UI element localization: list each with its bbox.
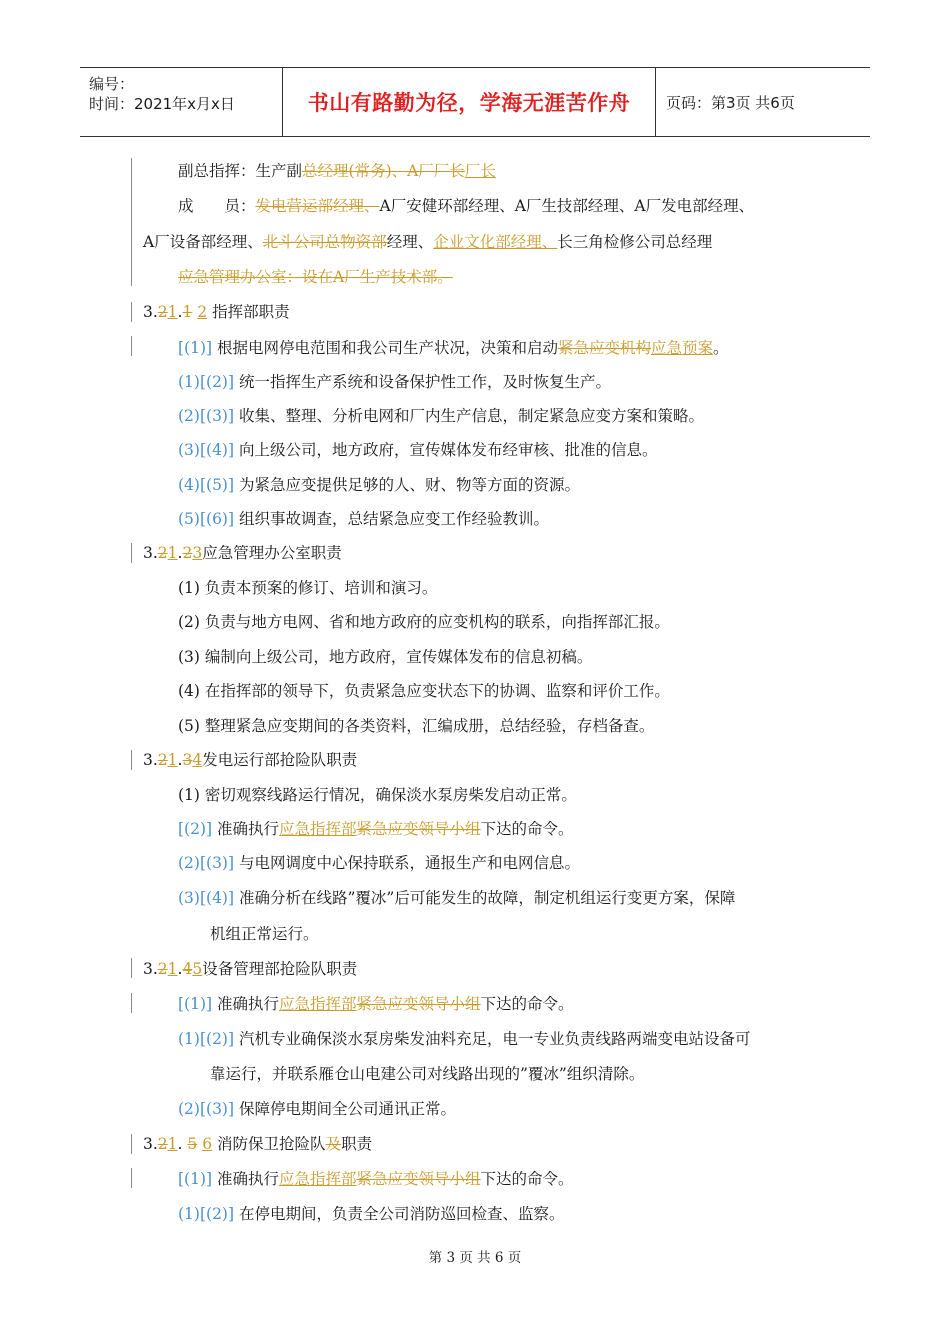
text-run: 经理、 <box>386 233 434 251</box>
text-run: 组织事故调查，总结紧急应变工作经验教训。 <box>238 510 549 528</box>
deleted-text: 3 <box>182 751 193 769</box>
list-number: [(2)] <box>199 1030 235 1048</box>
list-number: [(4)] <box>199 441 235 459</box>
text-run: 设备管理部抢险队职责 <box>202 960 358 978</box>
list-item: (1) 密切观察线路运行情况，确保淡水泵房柴发启动正常。 <box>178 786 577 804</box>
page-header <box>80 67 870 137</box>
section-heading <box>143 1134 372 1154</box>
text-run: 准确执行 <box>217 820 280 838</box>
deleted-text: 企业文化部经理、 <box>433 233 558 251</box>
list-item <box>178 440 657 460</box>
list-number: [(3)] <box>199 854 235 872</box>
deleted-text: 2 <box>182 544 193 562</box>
revision-bar <box>131 158 132 286</box>
list-item <box>178 819 574 839</box>
deleted-text: 应急管理办公室：设在A厂生产技术部。 <box>178 268 453 286</box>
list-number-old: (4) <box>178 476 200 494</box>
inserted-text: 4 <box>192 751 203 769</box>
section-heading <box>143 543 342 563</box>
list-item <box>178 888 735 908</box>
list-number-old: (3) <box>178 441 200 459</box>
section-heading <box>143 302 290 322</box>
deleted-text: 紧急应变领导小组 <box>356 820 481 838</box>
revision-bar <box>131 958 132 978</box>
revision-bar <box>131 302 132 322</box>
list-number: [(4)] <box>199 889 235 907</box>
deleted-text: 紧急应变领导小组 <box>356 1170 481 1188</box>
text-run: 汽机专业确保淡水泵房柴发油料充足，电一专业负责线路两端变电站设备可 <box>238 1030 751 1048</box>
paragraph-deputy-commander <box>178 161 496 181</box>
deleted-text: 及 <box>325 1135 342 1153</box>
text-run: 3. <box>143 1135 158 1153</box>
text-run: 下达的命令。 <box>480 820 574 838</box>
list-item <box>178 406 704 426</box>
inserted-text: 5 <box>192 960 203 978</box>
inserted-text: 6 <box>202 1135 213 1153</box>
deleted-text: 5 <box>187 1135 198 1153</box>
text-run: 副总指挥：生产副 <box>178 162 303 180</box>
section-heading <box>143 750 357 770</box>
text-run: 收集、整理、分析电网和厂内生产信息，制定紧急应变方案和策略。 <box>238 407 704 425</box>
list-number-old: (3) <box>178 889 200 907</box>
paragraph-members-cont <box>143 232 712 252</box>
list-item <box>178 994 574 1014</box>
deleted-text: 2 <box>157 751 168 769</box>
text-run: 。 <box>713 339 729 357</box>
text-run: 消防保卫抢险队 <box>217 1135 326 1153</box>
paragraph-members <box>178 196 754 216</box>
inserted-text: 1 <box>167 1135 178 1153</box>
list-number: [(2)] <box>178 820 213 838</box>
inserted-text: 1 <box>167 960 178 978</box>
list-number-old: (1) <box>178 1030 200 1048</box>
deleted-text: 2 <box>157 1135 168 1153</box>
doc-number-label: 编号： <box>89 75 135 93</box>
text-run: 职责 <box>341 1135 373 1153</box>
list-item: (3) 编制向上级公司，地方政府，宣传媒体发布的信息初稿。 <box>178 648 593 666</box>
text-run: . <box>177 303 183 321</box>
list-number: [(3)] <box>199 407 235 425</box>
deleted-text: 总经理(常务)、A厂厂长 <box>302 162 465 180</box>
list-number-old: (2) <box>178 1100 200 1118</box>
list-number: [(5)] <box>199 476 235 494</box>
list-number: [(3)] <box>199 1100 235 1118</box>
page-footer: 第 3 页 共 6 页 <box>428 1250 522 1266</box>
text-run: 下达的命令。 <box>480 1170 574 1188</box>
inserted-text: 3 <box>192 544 203 562</box>
text-run: . <box>177 1135 183 1153</box>
deleted-text: 2 <box>157 960 168 978</box>
list-number-old: (5) <box>178 510 200 528</box>
revision-bar <box>131 543 132 563</box>
text-run: 准确分析在线路”覆冰”后可能发生的故障，制定机组运行变更方案，保障 <box>238 889 736 907</box>
list-number: [(1)] <box>178 995 213 1013</box>
list-item <box>178 338 729 358</box>
list-item <box>178 372 611 392</box>
deleted-text: 1 <box>182 303 193 321</box>
inserted-text: 应急指挥部 <box>279 820 357 838</box>
list-item: (5) 整理紧急应变期间的各类资料，汇编成册，总结经验，存档备查。 <box>178 717 655 735</box>
list-item-continuation: 机组正常运行。 <box>210 925 319 943</box>
text-run: 3. <box>143 544 158 562</box>
section-heading <box>143 959 357 979</box>
header-motto-cell <box>283 68 656 136</box>
text-run: 向上级公司，地方政府，宣传媒体发布经审核、批准的信息。 <box>238 441 658 459</box>
text-run: A厂设备部经理、 <box>143 233 263 251</box>
list-number: [(2)] <box>199 1205 235 1223</box>
list-item <box>178 475 580 495</box>
doc-time-label: 时间：2021年x月x日 <box>89 95 235 113</box>
list-item: (4) 在指挥部的领导下，负责紧急应变状态下的协调、监察和评价工作。 <box>178 682 670 700</box>
revision-bar <box>131 993 132 1013</box>
text-run: 根据电网停电范围和我公司生产状况，决策和启动 <box>217 339 559 357</box>
text-run: 长三角检修公司总经理 <box>557 233 713 251</box>
text-run: 为紧急应变提供足够的人、财、物等方面的资源。 <box>238 476 580 494</box>
deleted-text: 发电营运部经理、 <box>255 197 380 215</box>
paragraph-office <box>178 267 453 287</box>
list-number: [(1)] <box>178 1170 213 1188</box>
list-item <box>178 1169 574 1189</box>
text-run: 应急管理办公室职责 <box>202 544 342 562</box>
list-item-continuation: 靠运行，并联系雁仓山电建公司对线路出现的”覆冰”组织清除。 <box>210 1065 645 1083</box>
list-number: [(6)] <box>199 510 235 528</box>
list-number-old: (2) <box>178 407 200 425</box>
text-run: 保障停电期间全公司通讯正常。 <box>238 1100 456 1118</box>
inserted-text: 1 <box>167 751 178 769</box>
list-number-old: (2) <box>178 854 200 872</box>
deleted-text: 2 <box>157 303 168 321</box>
header-meta-cell <box>80 68 283 136</box>
header-page-info: 页码：第3页 共6页 <box>666 93 795 112</box>
inserted-text: 1 <box>167 303 178 321</box>
text-run: 准确执行 <box>217 1170 280 1188</box>
list-number-old: (1) <box>178 373 200 391</box>
text-run: . <box>177 960 183 978</box>
revision-bar <box>131 1168 132 1188</box>
text-run: 指挥部职责 <box>212 303 290 321</box>
inserted-text: 应急预案 <box>651 339 714 357</box>
text-run: 3. <box>143 960 158 978</box>
text-run: 下达的命令。 <box>480 995 574 1013</box>
text-run: . <box>177 544 183 562</box>
list-number: [(1)] <box>178 339 213 357</box>
deleted-text: 紧急应变机构 <box>558 339 652 357</box>
list-number-old: (1) <box>178 1205 200 1223</box>
inserted-text: 2 <box>197 303 208 321</box>
revision-bar <box>131 336 132 356</box>
text-run: 在停电期间，负责全公司消防巡回检查、监察。 <box>238 1205 565 1223</box>
list-item <box>178 1099 456 1119</box>
list-item <box>178 1029 750 1049</box>
text-run: 发电运行部抢险队职责 <box>202 751 358 769</box>
list-item <box>178 509 549 529</box>
list-item: (2) 负责与地方电网、省和地方政府的应变机构的联系，向指挥部汇报。 <box>178 613 670 631</box>
deleted-text: 4 <box>182 960 193 978</box>
list-number: [(2)] <box>199 373 235 391</box>
header-motto: 书山有路勤为径，学海无涯苦作舟 <box>307 91 631 115</box>
text-run: 成 员： <box>178 197 256 215</box>
inserted-text: 厂长 <box>464 162 496 180</box>
list-item: (1) 负责本预案的修订、培训和演习。 <box>178 579 438 597</box>
inserted-text: 应急指挥部 <box>279 995 357 1013</box>
revision-bar <box>131 750 132 770</box>
inserted-text: 1 <box>167 544 178 562</box>
deleted-text: 北斗公司总物资部 <box>262 233 387 251</box>
text-run: . <box>177 751 183 769</box>
text-run: 3. <box>143 303 158 321</box>
text-run: 3. <box>143 751 158 769</box>
text-run: 准确执行 <box>217 995 280 1013</box>
header-page-cell <box>656 68 870 136</box>
deleted-text: 紧急应变领导小组 <box>356 995 481 1013</box>
text-run: A厂安健环部经理、A厂生技部经理、A厂发电部经理、 <box>379 197 755 215</box>
text-run: 与电网调度中心保持联系，通报生产和电网信息。 <box>238 854 580 872</box>
list-item <box>178 1204 564 1224</box>
text-run: 统一指挥生产系统和设备保护性工作，及时恢复生产。 <box>238 373 611 391</box>
deleted-text: 2 <box>157 544 168 562</box>
revision-bar <box>131 1134 132 1154</box>
inserted-text: 应急指挥部 <box>279 1170 357 1188</box>
list-item <box>178 853 580 873</box>
